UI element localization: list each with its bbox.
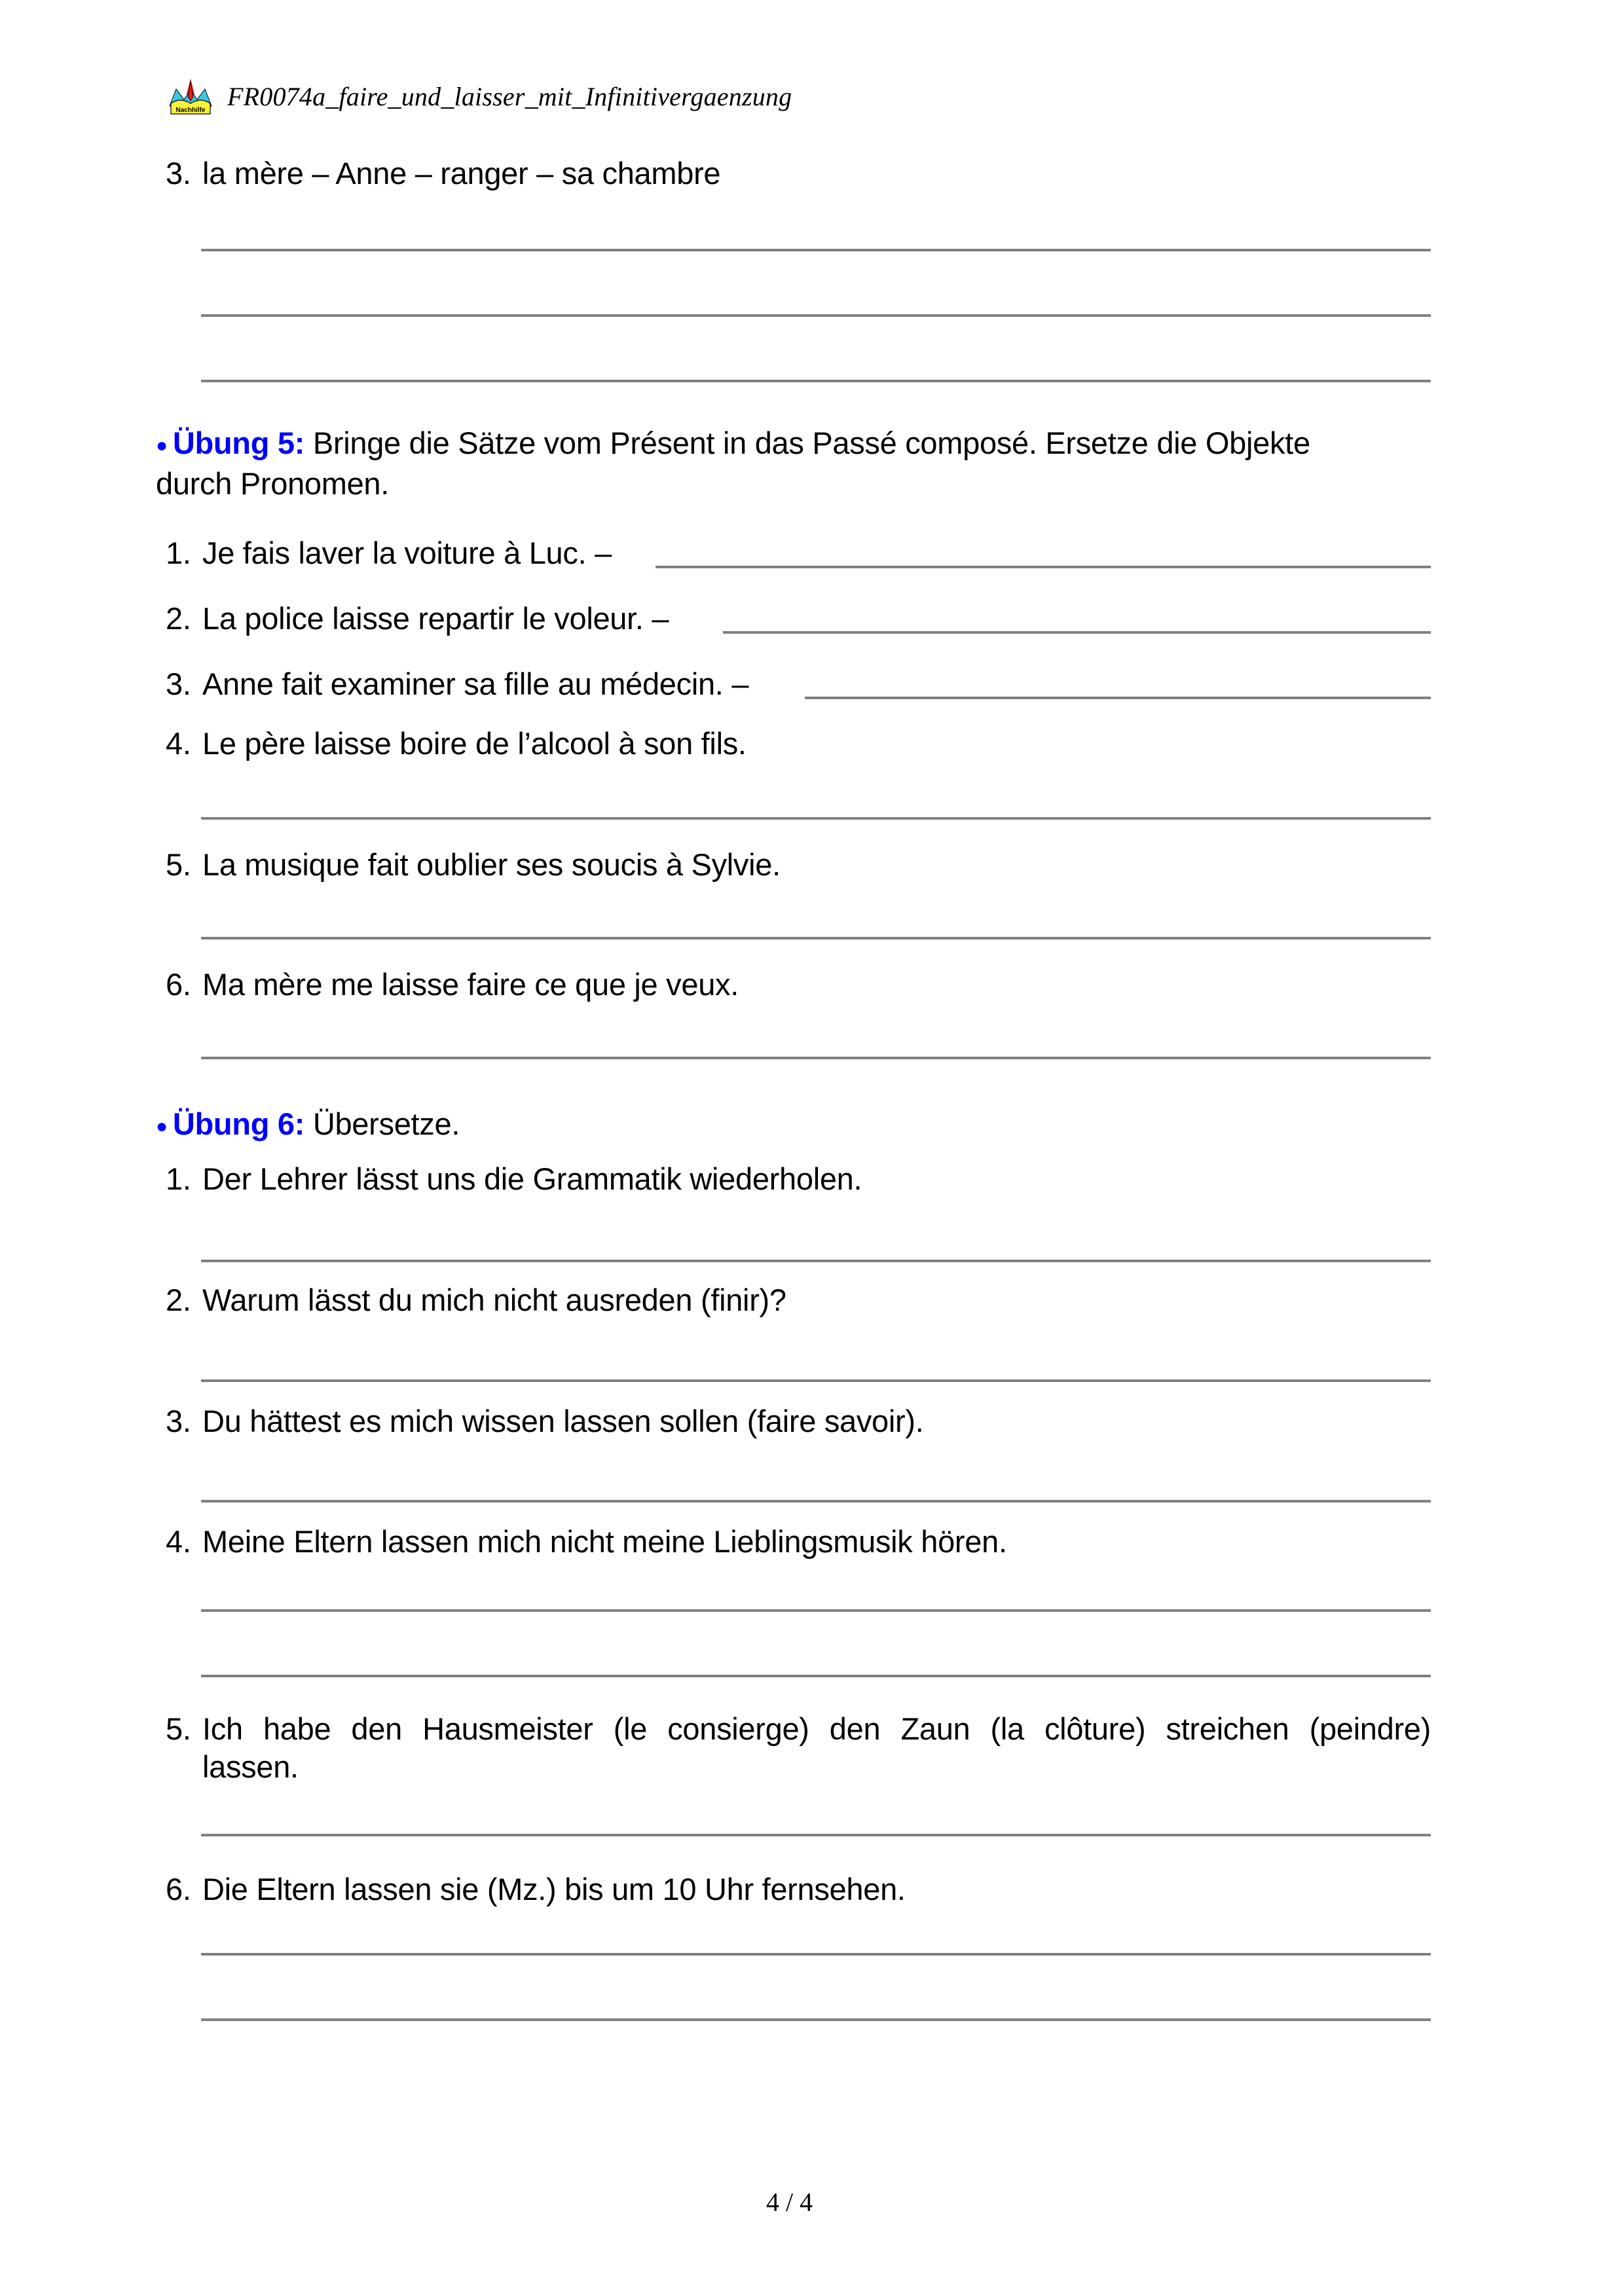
- answer-line[interactable]: [201, 1675, 1431, 1677]
- item-text: Ich habe den Hausmeister (le consierge) den Zaun (la clôture) streichen (peindre): [202, 1711, 1431, 1746]
- logo-text: Nachhilfe: [175, 107, 206, 114]
- page-number: 4 / 4: [766, 2187, 813, 2217]
- answer-line[interactable]: [201, 380, 1431, 382]
- item-number: 6.: [166, 1872, 191, 1906]
- exercise-6-item-3: [166, 1402, 924, 1440]
- answer-line[interactable]: [805, 697, 1431, 699]
- item-text: Warum lässt du mich nicht ausreden (finir)?: [202, 1283, 786, 1317]
- answer-line[interactable]: [201, 1379, 1431, 1382]
- exercise-5-instruction-line2: durch Pronomen.: [156, 465, 390, 501]
- answer-line[interactable]: [201, 1834, 1431, 1836]
- item-text: Meine Eltern lassen mich nicht meine Lieblingsmusik hören.: [202, 1524, 1007, 1559]
- item-text-continued: lassen.: [202, 1749, 299, 1784]
- carryover-item-3: [166, 155, 720, 192]
- item-text: Ma mère me laisse faire ce que je veux.: [202, 967, 739, 1002]
- bullet-icon: ●: [156, 434, 168, 456]
- answer-line[interactable]: [201, 937, 1431, 939]
- exercise-6-item-6: [166, 1870, 906, 1908]
- item-number: 5.: [166, 1711, 191, 1746]
- exercise-5-item-4: [166, 725, 747, 763]
- item-number: 6.: [166, 967, 191, 1002]
- item-number: 3.: [166, 666, 191, 701]
- exercise-6-instruction: Übersetze.: [312, 1106, 460, 1141]
- nachhilfe-logo-icon: [167, 77, 214, 115]
- exercise-5-heading: Übung 5:: [172, 426, 305, 460]
- item-text: Anne fait examiner sa fille au médecin. –: [202, 666, 749, 701]
- exercise-5-instruction-line1: Bringe die Sätze vom Présent in das Passé composé. Ersetze die Objekte: [312, 426, 1310, 460]
- answer-line[interactable]: [201, 1609, 1431, 1612]
- exercise-6-item-4: [166, 1523, 1007, 1561]
- exercise-6-item-5: [166, 1710, 1431, 1786]
- answer-line[interactable]: [201, 1057, 1431, 1059]
- exercise-5-item-1: [166, 534, 612, 572]
- exercise-6-item-1: [166, 1160, 862, 1198]
- answer-line[interactable]: [201, 2018, 1431, 2021]
- answer-line[interactable]: [201, 1953, 1431, 1956]
- exercise-5-item-2: [166, 600, 669, 638]
- item-text: La police laisse repartir le voleur. –: [202, 601, 669, 636]
- answer-line[interactable]: [201, 817, 1431, 820]
- answer-line[interactable]: [201, 1500, 1431, 1503]
- item-text: Der Lehrer lässt uns die Grammatik wiederholen.: [202, 1161, 862, 1196]
- document-title: FR0074a_faire_und_laisser_mit_Infinitivergaenzung: [227, 81, 792, 111]
- item-number: 3.: [166, 1404, 191, 1438]
- document-header: [167, 73, 792, 119]
- bullet-icon: ●: [156, 1115, 168, 1137]
- item-number: 5.: [166, 847, 191, 882]
- exercise-6-heading: Übung 6:: [172, 1106, 305, 1141]
- exercise-5-item-6: [166, 966, 739, 1004]
- item-number: 3.: [166, 156, 191, 191]
- item-text: la mère – Anne – ranger – sa chambre: [202, 156, 721, 191]
- item-number: 1.: [166, 1161, 191, 1196]
- item-number: 2.: [166, 601, 191, 636]
- item-text: Du hättest es mich wissen lassen sollen (faire savoir).: [202, 1404, 924, 1438]
- exercise-5-instructions: [156, 424, 1431, 503]
- item-text: Je fais laver la voiture à Luc. –: [202, 536, 612, 570]
- answer-line[interactable]: [723, 631, 1431, 634]
- answer-line[interactable]: [201, 314, 1431, 317]
- item-text: Die Eltern lassen sie (Mz.) bis um 10 Uhr fernsehen.: [202, 1872, 906, 1906]
- item-number: 4.: [166, 1524, 191, 1559]
- answer-line[interactable]: [201, 249, 1431, 251]
- answer-line[interactable]: [201, 1260, 1431, 1262]
- exercise-5-item-5: [166, 846, 781, 884]
- item-text: Le père laisse boire de l’alcool à son fils.: [202, 726, 747, 761]
- exercise-6-item-2: [166, 1281, 786, 1319]
- answer-line[interactable]: [655, 566, 1431, 568]
- exercise-5-item-3: [166, 665, 748, 703]
- item-number: 2.: [166, 1283, 191, 1317]
- item-text: La musique fait oublier ses soucis à Sylvie.: [202, 847, 781, 882]
- item-number: 1.: [166, 536, 191, 570]
- item-number: 4.: [166, 726, 191, 761]
- exercise-6-instructions: [156, 1105, 460, 1146]
